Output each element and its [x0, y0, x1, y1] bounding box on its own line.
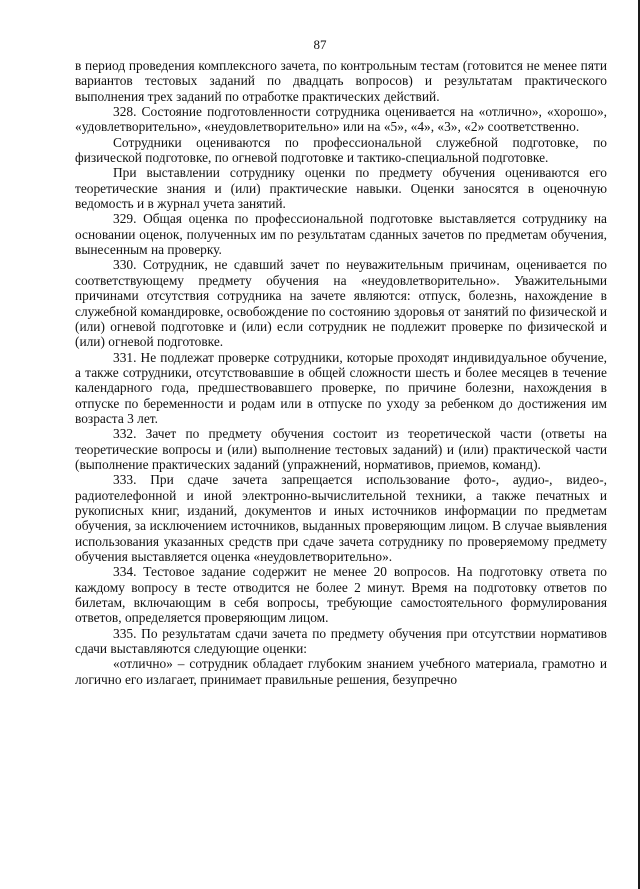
paragraph-331: 331. Не подлежат проверке сотрудники, которые проходят индивидуальное обучение, а также сотрудники, отсутствовавшие в общей сложности шесть и более месяцев в течение календарного года, предшествовавшего проверке, по причине болезни, нахождения в отпуске по беременности и родам или в отпуске по уходу за ребенком до достижения им возраста 3 лет.	[75, 349, 607, 426]
paragraph-328-grading: При выставлении сотруднику оценки по предмету обучения оцениваются его теоретические знания и (или) практические навыки. Оценки заносятся в оценочную ведомость и в журнал учета занятий.	[75, 165, 607, 212]
paragraph-continuation: в период проведения комплексного зачета, по контрольным тестам (готовится не менее пяти вариантов тестовых заданий по двадцать вопросов) и результатам практического выполнения трех заданий по отработке практических действий.	[75, 58, 607, 104]
paragraph-328-employees: Сотрудники оцениваются по профессиональной служебной подготовке, по физической подготовке, по огневой подготовке и тактико-специальной подготовке.	[75, 134, 607, 166]
paragraph-330: 330. Сотрудник, не сдавший зачет по неуважительным причинам, оценивается по соответствующему предмету обучения на «неудовлетворительно». Уважительными причинами отсутствия сотрудника на зачете являются: отпуск, болезнь, нахождение в служебной командировке, освобождение по состоянию здоровья от занятий по физической и (или) огневой подготовке и (или) если сотрудник не подлежит проверке по физической и (или) огневой подготовке.	[75, 257, 607, 350]
document-body	[75, 58, 607, 687]
paragraph-332: 332. Зачет по предмету обучения состоит из теоретической части (ответы на теоретические вопросы и (или) выполнение тестовых заданий) и (или) практической части (выполнение практических заданий (упражнений, нормативов, приемов, команд).	[75, 426, 607, 472]
paragraph-329: 329. Общая оценка по профессиональной подготовке выставляется сотруднику на основании оценок, полученных им по результатам сданных зачетов по предметам обучения, вынесенным на проверку.	[75, 211, 607, 258]
paragraph-328: 328. Состояние подготовленности сотрудника оценивается на «отлично», «хорошо», «удовлетворительно», «неудовлетворительно» или на «5», «4», «3», «2» соответственно.	[75, 104, 607, 135]
paragraph-333: 333. При сдаче зачета запрещается использование фото-, аудио-, видео-, радиотелефонной и иной электронно-вычислительной техники, а также печатных и рукописных книг, изданий, документов и иных источников информации по предметам обучения, за исключением источников, выданных проверяющим лицом. В случае выявления использования указанных средств при сдаче зачета сотруднику по проверяемому предмету обучения выставляется оценка «неудовлетворительно».	[75, 472, 607, 564]
paragraph-334: 334. Тестовое задание содержит не менее 20 вопросов. На подготовку ответа по каждому вопросу в тесте отводится не более 2 минут. Время на подготовку ответов по билетам, включающим в себя вопросы, требующие самостоятельного формулирования ответов, определяется проверяющим лицом.	[75, 564, 607, 626]
page-number: 87	[313, 37, 327, 52]
paragraph-335: 335. По результатам сдачи зачета по предмету обучения при отсутствии нормативов сдачи выставляются следующие оценки:	[75, 625, 607, 657]
paragraph-335-excellent: «отлично» – сотрудник обладает глубоким знанием учебного материала, грамотно и логично его излагает, принимает правильные решения, безупречно	[75, 656, 607, 687]
